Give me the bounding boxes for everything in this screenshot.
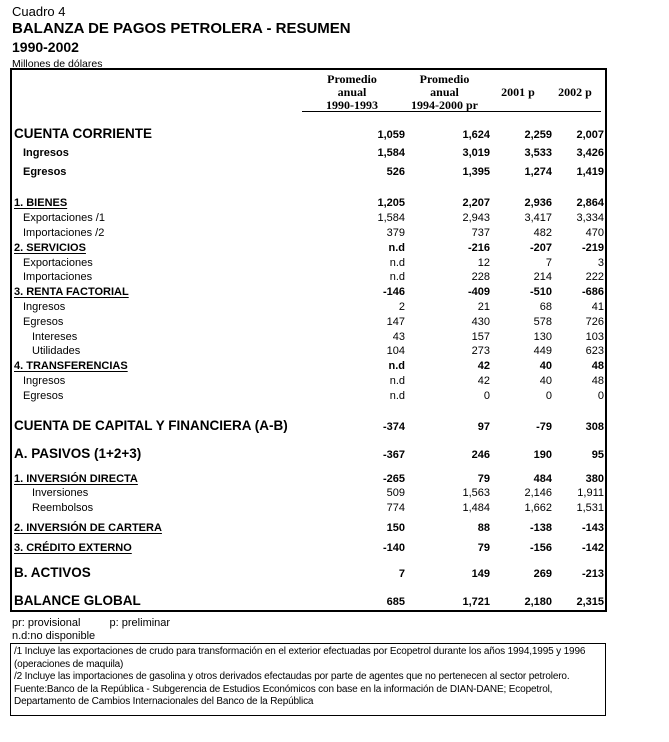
table-body <box>12 124 605 610</box>
units-label: Millones de dólares <box>12 58 103 70</box>
table-row <box>12 416 605 436</box>
row-value: 1,662 <box>524 502 552 515</box>
row-value: 150 <box>386 521 405 534</box>
row-value: 97 <box>477 420 490 433</box>
table-row <box>12 315 605 330</box>
row-value: 222 <box>585 271 604 284</box>
row-label: Importaciones /2 <box>23 226 105 239</box>
table-row <box>12 563 605 583</box>
table-row <box>12 163 605 182</box>
row-value: -409 <box>467 286 490 299</box>
row-value: 482 <box>533 226 552 239</box>
row-label: Ingresos <box>23 300 66 313</box>
note-line: Departamento de Cambios Internacionales del Banco de la República <box>14 696 314 708</box>
row-value: -510 <box>529 286 552 299</box>
balance-table <box>10 68 607 612</box>
row-value: 3 <box>597 256 604 269</box>
row-value: 1,624 <box>462 129 490 142</box>
legend-preliminary: p: preliminar <box>109 617 171 629</box>
row-value: 379 <box>386 226 405 239</box>
row-value: 509 <box>386 487 405 500</box>
row-value: 484 <box>533 472 552 485</box>
row-value: 1,205 <box>377 197 405 210</box>
table-row <box>12 472 605 487</box>
row-label: Ingresos <box>23 147 69 160</box>
row-value: 103 <box>585 330 604 343</box>
row-block <box>12 444 605 464</box>
row-value: -207 <box>529 241 552 254</box>
table-row <box>12 344 605 359</box>
row-value: -367 <box>382 448 405 461</box>
row-value: n.d <box>389 256 405 269</box>
row-value: n.d <box>389 389 405 402</box>
row-value: 68 <box>539 300 552 313</box>
row-value: 190 <box>533 448 552 461</box>
table-number: Cuadro 4 <box>12 4 66 19</box>
table-row <box>12 591 605 611</box>
note-line: /1 Incluye las exportaciones de crudo para transformación en el exterior efectuadas por Ecopetrol durante los años 1994,1995 y 1996 <box>14 646 586 657</box>
row-value: 1,584 <box>377 147 405 160</box>
row-label: Ingresos <box>23 374 66 387</box>
row-value: -374 <box>382 420 405 433</box>
row-block <box>12 472 605 516</box>
row-value: 42 <box>477 360 490 373</box>
row-value: 380 <box>585 472 604 485</box>
table-row <box>12 144 605 163</box>
row-label: Egresos <box>23 389 64 402</box>
row-value: 95 <box>591 448 604 461</box>
row-value: 41 <box>591 300 604 313</box>
row-value: 430 <box>471 315 490 328</box>
note-line: /2 Incluye las importaciones de gasolina y otros derivados efectaudas por parte de agentes que no pertenecen al sector petrolero. <box>14 671 570 683</box>
row-value: 1,531 <box>576 502 604 515</box>
row-value: 623 <box>585 345 604 358</box>
row-value: -79 <box>536 420 552 433</box>
row-label: Intereses <box>32 330 78 343</box>
table-row <box>12 300 605 315</box>
row-value: -142 <box>581 541 604 554</box>
header-label-spacer <box>12 73 302 112</box>
row-value: 48 <box>591 360 604 373</box>
row-value: 130 <box>533 330 552 343</box>
row-label: 1. INVERSIÓN DIRECTA <box>14 472 138 485</box>
column-header-avg-1990-1993: Promedio anual 1990-1993 <box>326 72 378 112</box>
row-value: 2,864 <box>576 197 604 210</box>
row-value: -216 <box>467 241 490 254</box>
row-value: 449 <box>533 345 552 358</box>
row-value: 3,533 <box>524 147 552 160</box>
row-value: 1,484 <box>462 502 490 515</box>
row-value: 2,007 <box>576 129 604 142</box>
table-row <box>12 124 605 144</box>
row-label: B. ACTIVOS <box>14 564 91 580</box>
row-value: 1,274 <box>524 166 552 179</box>
row-value: 40 <box>539 374 552 387</box>
row-label: Exportaciones <box>23 256 93 269</box>
row-value: 157 <box>471 330 490 343</box>
row-value: -265 <box>382 472 405 485</box>
row-value: 79 <box>477 472 490 485</box>
row-value: -686 <box>581 286 604 299</box>
table-row <box>12 285 605 300</box>
row-value: 149 <box>471 567 490 580</box>
row-value: 147 <box>386 315 405 328</box>
row-value: 308 <box>585 420 604 433</box>
row-label: 3. CRÉDITO EXTERNO <box>14 541 132 554</box>
row-value: 2,315 <box>576 595 604 608</box>
row-value: 526 <box>386 166 405 179</box>
period-label: 1990-2002 <box>12 39 79 55</box>
row-value: 774 <box>386 502 405 515</box>
table-row <box>12 501 605 516</box>
row-value: 1,584 <box>377 212 405 225</box>
row-value: 246 <box>471 448 490 461</box>
row-value: 726 <box>585 315 604 328</box>
row-value: 43 <box>392 330 405 343</box>
row-value: 578 <box>533 315 552 328</box>
table-row <box>12 374 605 389</box>
row-value: 42 <box>477 374 490 387</box>
row-value: 2,207 <box>462 197 490 210</box>
row-value: 685 <box>386 595 405 608</box>
row-block <box>12 591 605 611</box>
row-value: 3,426 <box>576 147 604 160</box>
row-label: 4. TRANSFERENCIAS <box>14 360 128 373</box>
column-header-2002: 2002 p <box>558 84 592 99</box>
row-value: 2,180 <box>524 595 552 608</box>
row-value: 1,721 <box>462 595 490 608</box>
row-value: 1,419 <box>576 166 604 179</box>
row-value: -213 <box>581 567 604 580</box>
row-value: -146 <box>382 286 405 299</box>
row-value: 737 <box>471 226 490 239</box>
row-value: 273 <box>471 345 490 358</box>
row-block <box>12 521 605 536</box>
table-row <box>12 256 605 271</box>
table-row <box>12 486 605 501</box>
row-value: 12 <box>477 256 490 269</box>
row-value: -138 <box>529 521 552 534</box>
row-label: A. PASIVOS (1+2+3) <box>14 445 142 461</box>
column-headers <box>302 73 601 112</box>
table-row <box>12 241 605 256</box>
table-row <box>12 359 605 374</box>
row-block <box>12 196 605 403</box>
row-label: Exportaciones /1 <box>23 212 105 225</box>
row-block <box>12 563 605 583</box>
column-header-avg-1994-2000: Promedio anual 1994-2000 pr <box>411 72 478 112</box>
row-label: Egresos <box>23 315 64 328</box>
row-label: CUENTA DE CAPITAL Y FINANCIERA (A-B) <box>14 417 288 433</box>
row-value: -156 <box>529 541 552 554</box>
row-value: 2,146 <box>524 487 552 500</box>
row-value: 3,019 <box>462 147 490 160</box>
row-value: n.d <box>388 241 405 254</box>
row-label: Importaciones <box>23 271 93 284</box>
row-label: 2. INVERSIÓN DE CARTERA <box>14 521 162 534</box>
row-value: 7 <box>545 256 552 269</box>
table-row <box>12 521 605 536</box>
note-line: Fuente:Banco de la República - Subgerencia de Estudios Económicos con base en la información de DIAN-DANE; Ecopetrol, <box>14 683 553 695</box>
row-value: 3,417 <box>524 212 552 225</box>
row-value: -219 <box>581 241 604 254</box>
row-label: Inversiones <box>32 487 89 500</box>
row-value: 104 <box>386 345 405 358</box>
legend-line <box>12 617 170 629</box>
table-row <box>12 226 605 241</box>
notes-box <box>10 643 606 716</box>
table-row <box>12 541 605 556</box>
column-header-2001: 2001 p <box>501 84 535 99</box>
row-value: 1,911 <box>577 487 604 500</box>
page-title: BALANZA DE PAGOS PETROLERA - RESUMEN <box>12 20 351 37</box>
row-value: 21 <box>477 300 490 313</box>
row-label: BALANCE GLOBAL <box>14 592 141 608</box>
row-value: 269 <box>533 567 552 580</box>
row-value: 3,334 <box>576 212 604 225</box>
row-value: 48 <box>591 374 604 387</box>
row-value: 0 <box>597 389 604 402</box>
row-value: 2,943 <box>462 212 490 225</box>
legend-provisional: pr: provisional <box>12 617 81 629</box>
table-row <box>12 211 605 226</box>
table-row <box>12 196 605 211</box>
row-block <box>12 124 605 182</box>
row-value: -143 <box>581 521 604 534</box>
row-value: 1,563 <box>462 487 490 500</box>
title-block <box>12 4 351 70</box>
row-value: 88 <box>477 521 490 534</box>
row-value: 0 <box>545 389 552 402</box>
table-row <box>12 389 605 404</box>
table-row <box>12 444 605 464</box>
row-label: Utilidades <box>32 345 81 358</box>
row-value: n.d <box>389 271 405 284</box>
table-header <box>12 70 605 112</box>
row-value: 1,395 <box>462 166 490 179</box>
row-label: 3. RENTA FACTORIAL <box>14 286 129 299</box>
row-block <box>12 541 605 556</box>
row-value: 214 <box>533 271 552 284</box>
row-value: -140 <box>382 541 405 554</box>
row-value: 79 <box>477 541 490 554</box>
note-line: (operaciones de maquila) <box>14 658 124 670</box>
row-value: n.d <box>389 374 405 387</box>
row-value: 2,259 <box>524 129 552 142</box>
row-block <box>12 416 605 436</box>
legend-nd: n.d:no disponible <box>12 630 96 642</box>
row-value: 2,936 <box>524 197 552 210</box>
table-row <box>12 330 605 345</box>
row-value: 1,059 <box>377 129 405 142</box>
row-label: 2. SERVICIOS <box>14 241 86 254</box>
row-label: Reembolsos <box>32 502 94 515</box>
row-value: n.d <box>388 360 405 373</box>
row-value: 2 <box>398 300 405 313</box>
table-row <box>12 270 605 285</box>
row-value: 40 <box>539 360 552 373</box>
row-label: Egresos <box>23 166 67 179</box>
row-label: 1. BIENES <box>14 197 68 210</box>
row-value: 470 <box>585 226 604 239</box>
row-value: 0 <box>483 389 490 402</box>
row-label: CUENTA CORRIENTE <box>14 126 152 142</box>
row-value: 7 <box>398 567 405 580</box>
row-value: 228 <box>471 271 490 284</box>
